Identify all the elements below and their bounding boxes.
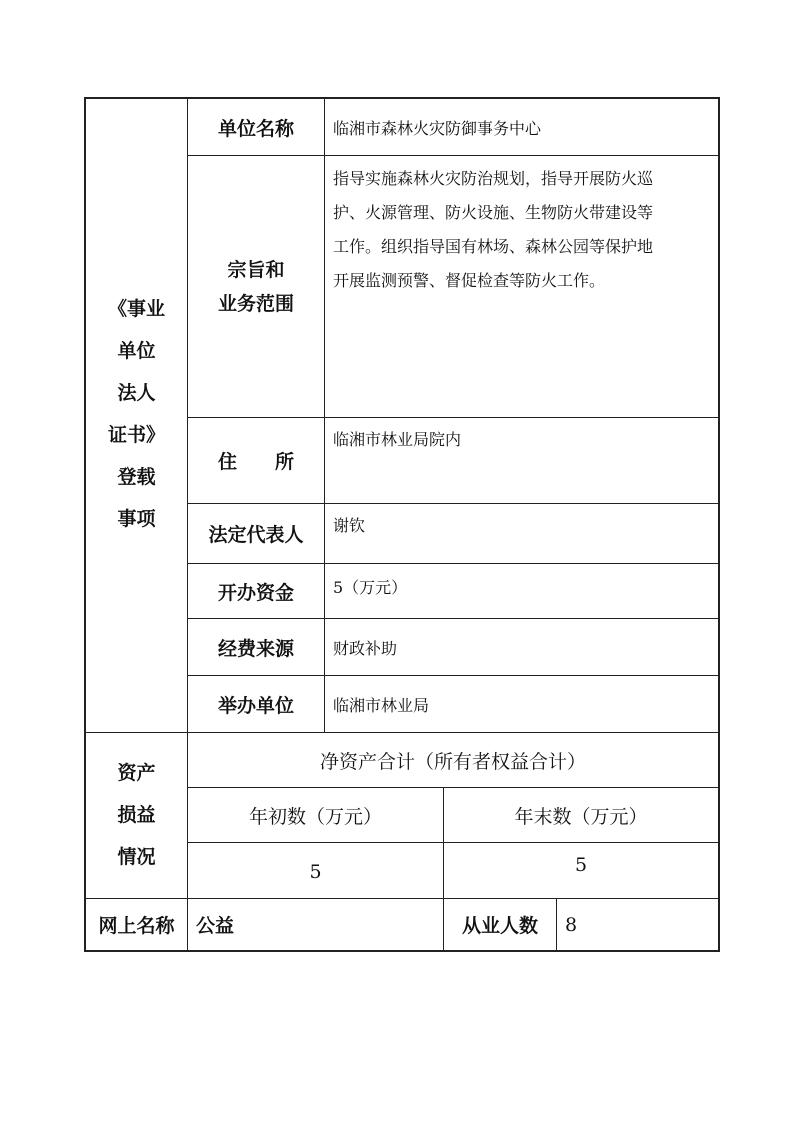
side-title-line: 证书》 bbox=[107, 424, 165, 446]
purpose-label-line: 业务范围 bbox=[217, 292, 294, 315]
side-title-line: 损益 bbox=[117, 804, 156, 826]
address-value: 临湘市林业局院内 bbox=[333, 430, 462, 449]
side-title-line: 登载 bbox=[117, 466, 156, 488]
purpose-value-line: 护、火源管理、防火设施、生物防火带建设等 bbox=[333, 203, 654, 222]
unit-name-label: 单位名称 bbox=[217, 117, 294, 140]
capital-value: 5（万元） bbox=[333, 578, 408, 597]
end-value: 5 bbox=[574, 854, 588, 876]
legal-rep-value: 谢钦 bbox=[333, 516, 366, 535]
staff-label: 从业人数 bbox=[461, 915, 538, 937]
legal-rep-label: 法定代表人 bbox=[208, 524, 304, 546]
staff-value: 8 bbox=[565, 913, 578, 936]
side-title-line: 单位 bbox=[117, 340, 156, 362]
section1-side-title bbox=[86, 288, 187, 540]
purpose-label-line: 宗旨和 bbox=[227, 258, 285, 281]
funding-value: 财政补助 bbox=[333, 638, 398, 658]
purpose-value-line: 开展监测预警、督促检查等防火工作。 bbox=[333, 271, 606, 290]
side-title-line: 情况 bbox=[117, 846, 156, 868]
table-border-right bbox=[718, 97, 720, 952]
unit-name-value: 临湘市森林火灾防御事务中心 bbox=[333, 118, 542, 138]
begin-header: 年初数（万元） bbox=[248, 805, 382, 828]
capital-label: 开办资金 bbox=[217, 581, 294, 604]
purpose-value-line: 工作。组织指导国有林场、森林公园等保护地 bbox=[333, 237, 654, 256]
purpose-value bbox=[325, 162, 718, 298]
online-name-value: 公益 bbox=[196, 915, 235, 937]
side-title-line: 法人 bbox=[117, 382, 156, 404]
net-assets-title: 净资产合计（所有者权益合计） bbox=[319, 750, 586, 773]
address-label: 住 所 bbox=[217, 451, 294, 473]
online-name-label: 网上名称 bbox=[98, 915, 175, 937]
side-title-line: 《事业 bbox=[107, 298, 165, 320]
side-title-line: 事项 bbox=[117, 508, 156, 530]
purpose-value-line: 指导实施森林火灾防治规划，指导开展防火巡 bbox=[333, 169, 654, 188]
sponsor-label: 举办单位 bbox=[217, 694, 294, 717]
table-border-bottom bbox=[84, 950, 720, 952]
side-title-line: 资产 bbox=[117, 762, 156, 784]
end-header: 年末数（万元） bbox=[514, 805, 648, 828]
purpose-label bbox=[188, 156, 324, 417]
section2-side-title bbox=[86, 752, 187, 878]
begin-value: 5 bbox=[309, 861, 322, 883]
funding-label: 经费来源 bbox=[217, 637, 294, 660]
sponsor-value: 临湘市林业局 bbox=[333, 695, 430, 715]
